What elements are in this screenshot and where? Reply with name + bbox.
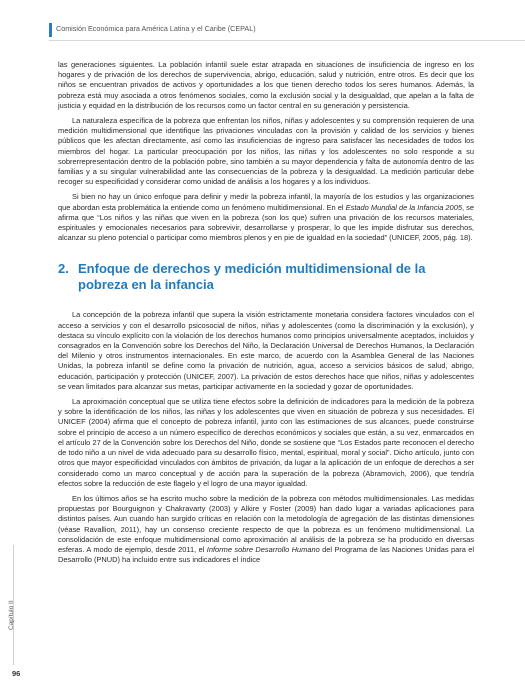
paragraph-multidimensional-measurement: La naturaleza específica de la pobreza que enfrentan los niños, niñas y adolescentes y su comprensión requieren de una medición multidimensional que identifique las privaciones vinculadas con la provisión y calidad de los servicios y bienes públicos que les afectan directamente, así como las insuficiencias de ingreso para satisfacer las necesidades de todos los miembros del hogar. La particular preocupación por los niños, las niñas y los adolescentes no solo responde a su sobrerrepresentación dentro de la población pobre, sino también a su mayor dependencia y falta de autonomía dentro de las familias y a su singular vulnerabilidad ante las consecuencias de la pobreza y la desigualdad. La medición particular debe recoger su especificidad y considerar como unidad de análisis a los hogares y a los individuos. [58, 116, 474, 187]
paragraph-unicef-definition [58, 192, 474, 243]
paragraph-text: En los últimos años se ha escrito mucho sobre la medición de la pobreza con métodos multidimensionales. Las medidas propuestas por Bourguignon y Chakravarty (2003) y Alkire y Foster (2009) han dado lugar a variadas aplicaciones para distintos países. Aun cuando han surgido críticas en relación con la metodología de agregación de las distintas dimensiones (véase Ravallion, 2011), hay un consenso creciente respecto de que la pobreza es un fenómeno multidimensional. La consolidación de este enfoque multidimensional como aproximación al análisis de la pobreza se ha producido en diversas esferas. A modo de ejemplo, desde 2011, el [58, 493, 474, 554]
paragraph-indicators: La aproximación conceptual que se utiliza tiene efectos sobre la definición de indicadores para la medición de la pobreza y sobre la identificación de los niños, las niñas y los adolescentes que viven en situación de pobreza y sus necesidades. El UNICEF (2004) afirma que el concepto de pobreza infantil, junto con las estimaciones de sus alcances, puede construirse sobre el principio de acceso a un número específico de derechos económicos y sociales que están, a su vez, enmarcados en el artículo 27 de la Convención sobre los Derechos del Niño, donde se sostiene que “Los Estados parte reconocen el derecho de todo niño a un nivel de vida adecuado para su desarrollo físico, mental, espiritual, moral y social”. Dicho artículo, junto con otros que mayor especificidad vinculados con ámbitos de privación, da lugar a la aplicación de un enfoque de derechos a ser considerado como un marco conceptual y de acción para la superación de la pobreza (Abramovich, 2006), que tendría efectos sobre la reducción de este flagelo y el logro de una mayor igualdad. [58, 397, 474, 488]
paragraph-rights-approach: La concepción de la pobreza infantil que supera la visión estrictamente monetaria considera factores vinculados con el acceso a servicios y con el desarrollo psicosocial de niños, niñas y adolescentes (como la discriminación y la exclusión), y destaca su vínculo explícito con la violación de los derechos humanos como principios universalmente aceptados, incluidos y consagrados en la Convención sobre los Derechos del Niño, la Declaración Universal de Derechos Humanos, la Declaración del Milenio y otros instrumentos internacionales. En este marco, de acuerdo con la Asamblea General de las Naciones Unidas, la pobreza infantil se define como la privación de nutrición, agua, acceso a servicios básicos de salud, abrigo, educación, participación y protección (UNICEF, 2007). La privación de estos derechos hace que niños, niñas y adolescentes se vean limitados para alcanzar sus metas, participar activamente en la sociedad y gozar de oportunidades. [58, 310, 474, 391]
header-accent-bar [49, 23, 52, 37]
paragraph-recent-literature [58, 494, 474, 565]
main-text-column [58, 60, 474, 570]
report-title-italic: Estado Mundial de la Infancia 2005 [345, 202, 462, 212]
section-heading [58, 261, 474, 293]
section-title: Enfoque de derechos y medición multidimensional de la pobreza en la infancia [78, 261, 426, 293]
paragraph-text: Si bien no hay un único enfoque para definir y medir la pobreza infantil, la mayoría de los estudios y las organizaciones que abordan esta problemática la entiende como un fenómeno multidimensional. En el [58, 192, 474, 212]
paragraph-text: , se afirma que “Los niños y las niñas que viven en la pobreza (son los que) sufren una privación de los recursos materiales, espirituales y emocionales necesarios para sobrevivir, desarrollarse y prosperar, lo que les impide disfrutar sus derechos, alcanzar su pleno potencial o participar como miembros plenos y en pie de igualdad en la sociedad” (UNICEF, 2005, pág. 18). [58, 202, 474, 243]
section-number: 2. [58, 261, 69, 277]
chapter-label: Capítulo II [8, 600, 15, 630]
running-header-title: Comisión Económica para América Latina y el Caribe (CEPAL) [56, 24, 256, 33]
report-title-italic: Informe sobre Desarrollo Humano [206, 544, 320, 554]
header-divider [49, 40, 525, 41]
paragraph-continuation: las generaciones siguientes. La población infantil suele estar atrapada en situaciones de insuficiencia de ingreso en los hogares y de privación de los derechos de supervivencia, abrigo, educación, salud y nutrición, entre otros. Es decir que los niños se encuentran privados de activos y oportunidades a los que tienen derecho todos los seres humanos. Además, la pobreza está muy asociada a otros fenómenos sociales, como la exclusión social y la desigualdad, que apelan a la falta de justicia y equidad en la distribución de los recursos como un factor central en su generación y persistencia. [58, 60, 474, 110]
paragraph-text: del Programa de las Naciones Unidas para el Desarrollo (PNUD) ha incluido entre sus indicadores el índice [58, 544, 475, 565]
page-number: 96 [12, 669, 21, 678]
